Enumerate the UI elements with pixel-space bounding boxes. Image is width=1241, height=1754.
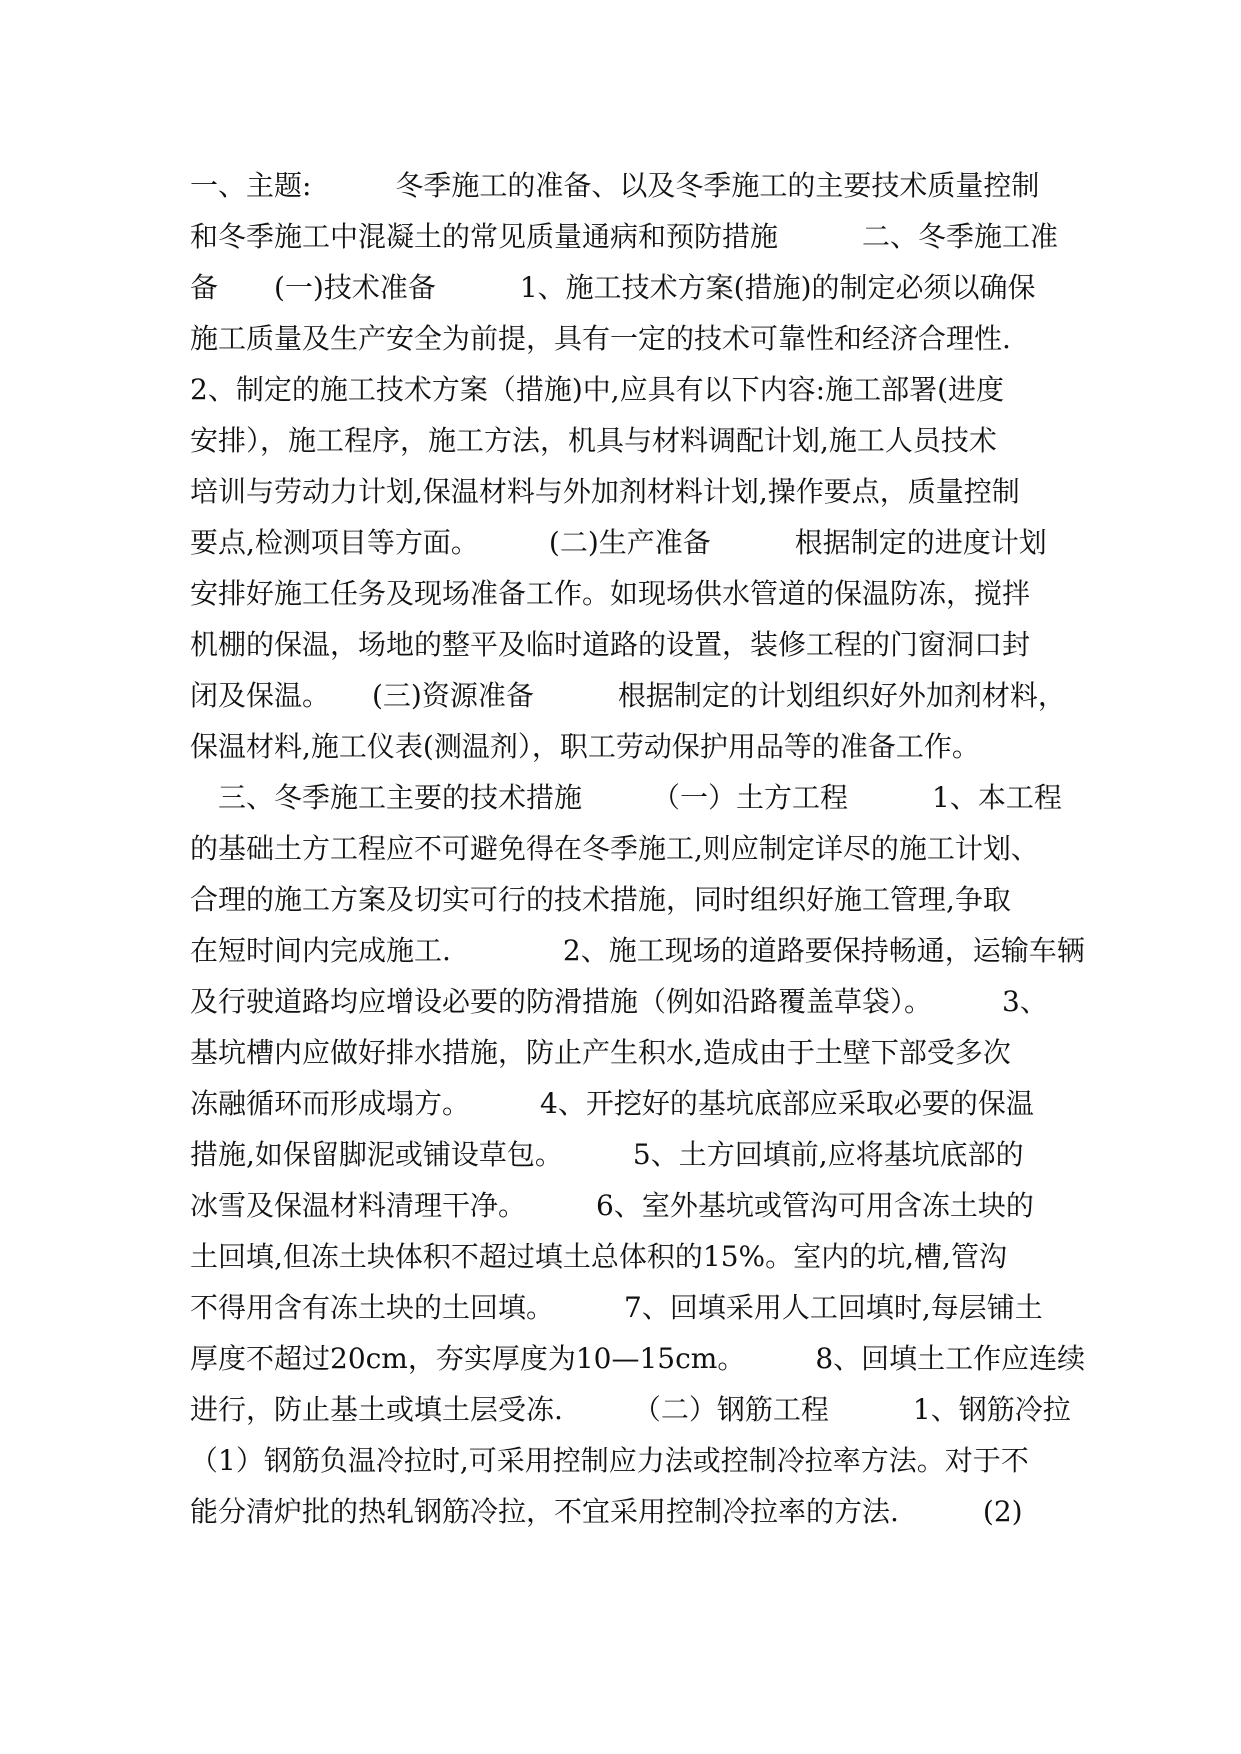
- text-line: 闭及保温。 (三)资源准备 根据制定的计划组织好外加剂材料，: [190, 679, 1066, 712]
- text-line: 保温材料,施工仪表(测温剂），职工劳动保护用品等的准备工作。: [190, 730, 980, 763]
- text-line: 2、制定的施工技术方案（措施)中,应具有以下内容:施工部署(进度: [190, 373, 1004, 406]
- text-line: 和冬季施工中混凝土的常见质量通病和预防措施 二、冬季施工准: [190, 220, 1059, 253]
- body-text: [190, 160, 1086, 1537]
- text-line: 能分清炉批的热轧钢筋冷拉，不宜采用控制冷拉率的方法. (2): [190, 1495, 1023, 1528]
- text-line: 三、冬季施工主要的技术措施 （一）土方工程 1、本工程: [190, 781, 1062, 814]
- text-line: 不得用含有冻土块的土回填。 7、回填采用人工回填时,每层铺土: [190, 1291, 1043, 1324]
- text-line: 培训与劳动力计划,保温材料与外加剂材料计划,操作要点，质量控制: [190, 475, 1020, 508]
- text-line: 一、主题: 冬季施工的准备、以及冬季施工的主要技术质量控制: [190, 169, 1040, 202]
- text-line: 安排），施工程序，施工方法，机具与材料调配计划,施工人员技术: [190, 424, 997, 457]
- text-line: 安排好施工任务及现场准备工作。如现场供水管道的保温防冻，搅拌: [190, 577, 1031, 610]
- text-line: 施工质量及生产安全为前提，具有一定的技术可靠性和经济合理性.: [190, 322, 1011, 355]
- text-line: 厚度不超过20cm，夯实厚度为10—15cm。 8、回填土工作应连续: [190, 1342, 1086, 1375]
- text-line: 土回填,但冻土块体积不超过填土总体积的15%。室内的坑,槽,管沟: [190, 1240, 1007, 1273]
- text-line: 的基础土方工程应不可避免得在冬季施工,则应制定详尽的施工计划、: [190, 832, 1039, 865]
- text-line: 在短时间内完成施工. 2、施工现场的道路要保持畅通，运输车辆: [190, 934, 1085, 967]
- text-line: 基坑槽内应做好排水措施，防止产生积水,造成由于土壁下部受多次: [190, 1036, 1011, 1069]
- text-line: 机棚的保温，场地的整平及临时道路的设置，装修工程的门窗洞口封: [190, 628, 1031, 661]
- text-line: 冻融循环而形成塌方。 4、开挖好的基坑底部应采取必要的保温: [190, 1087, 1034, 1120]
- text-line: 进行，防止基土或填土层受冻. （二）钢筋工程 1、钢筋冷拉: [190, 1393, 1071, 1426]
- text-line: 合理的施工方案及切实可行的技术措施，同时组织好施工管理,争取: [190, 883, 1011, 916]
- text-line: 冰雪及保温材料清理干净。 6、室外基坑或管沟可用含冻土块的: [190, 1189, 1034, 1222]
- text-line: 备 (一)技术准备 1、施工技术方案(措施)的制定必须以确保: [190, 271, 1036, 304]
- text-line: 要点,检测项目等方面。 (二)生产准备 根据制定的进度计划: [190, 526, 1047, 559]
- text-line: 及行驶道路均应增设必要的防滑措施（例如沿路覆盖草袋）。 3、: [190, 985, 1048, 1018]
- text-line: （1）钢筋负温冷拉时,可采用控制应力法或控制冷拉率方法。对于不: [190, 1444, 1029, 1477]
- text-line: 措施,如保留脚泥或铺设草包。 5、土方回填前,应将基坑底部的: [190, 1138, 1024, 1171]
